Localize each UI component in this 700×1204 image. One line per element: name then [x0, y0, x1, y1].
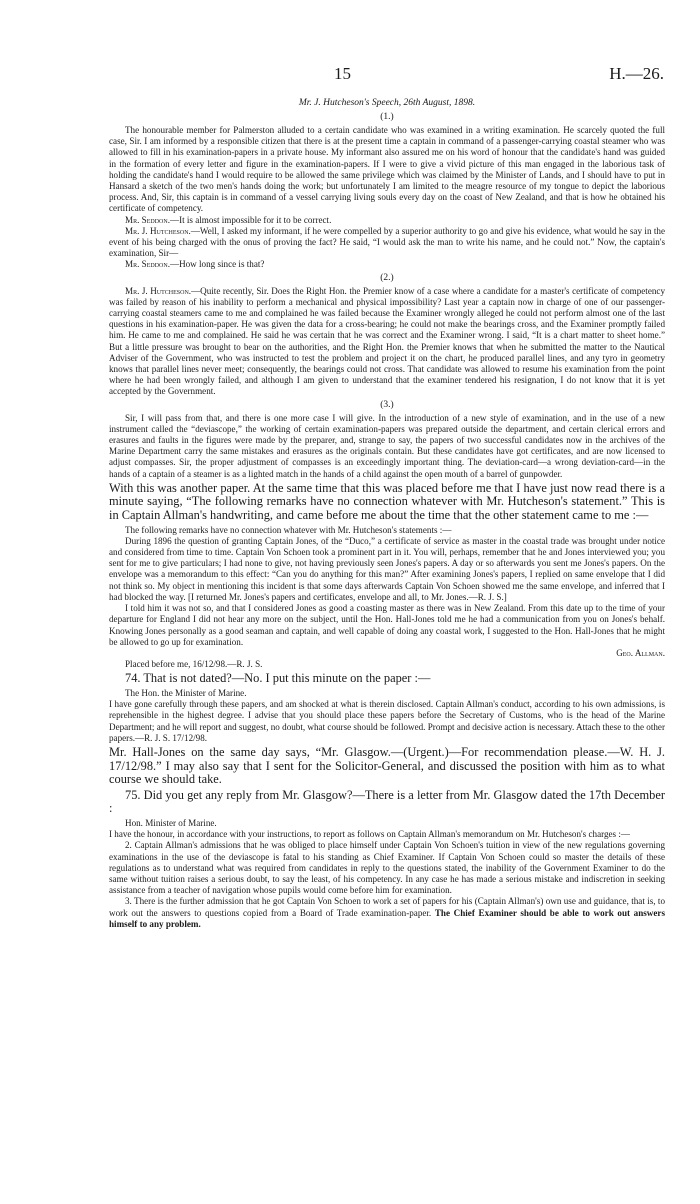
document-reference: H.—26.: [609, 64, 664, 83]
paragraph: I told him it was not so, and that I considered Jones as good a coasting master as there was in New Zealand. From this date up to the time of your departure for England I did not hear any more on the subject, until the Hon. Hall-Jones told me he had a communication from you on Jones's behalf. Knowing Jones personally as a good seaman and captain, and well capable of doing any coastal work, I suggested to the Hon. Hall-Jones that he might be allowed to go up for examination.: [109, 603, 665, 647]
speech-text: —It is almost impossible for it to be correct.: [169, 214, 332, 225]
paragraph: The honourable member for Palmerston alluded to a certain candidate who was examined in a writing examination. He scarcely quoted the full case, Sir. I am informed by a responsible citizen that there is at the present time a captain in command of a passenger-carrying coastal steamer who was allowed to fill in his examination-papers in a private house. My informant also assured me on his word of honour that the candidate's hand was guided in the formation of every letter and figure in the examination-papers. If I were to give a vivid picture of this man engaged in the laborious task of holding the candidate's hand I would require to be allowed the same privilege which was claimed by the Minister of Lands, and I should have to put in Hansard a sketch of the two men's hands doing the work; but unfortunately I am limited to the meagre resource of my tongue to depict the laborious process. And, Sir, this captain is in command of a vessel carrying living souls every day on the coast of New Zealand, and that is how he obtained his certificate of competency.: [109, 125, 665, 214]
speech-text: —How long since is that?: [169, 259, 265, 270]
speech-heading: Mr. J. Hutcheson's Speech, 26th August, 1898.: [298, 98, 476, 108]
speech-text: —Well, I asked my informant, if he were compelled by a superior authority to go and give his evidence, what would he say in the event of his being charged with the onus of proving the fact? He said, “I would ask the man to write his name, and he could not.” Now, the captain's examination, Sir—: [109, 225, 665, 259]
paragraph: The following remarks have no connection whatever with Mr. Hutcheson's statements :—: [125, 524, 452, 535]
paragraph: During 1896 the question of granting Captain Jones, of the “Duco,” a certificate of service as master in the coastal trade was brought under notice and considered from time to time. Captain Von Schoen took a prominent part in it. You will, perhaps, remember that he and Jones interviewed you; you sent for me to give particulars; I had none to give, not having previously seen Jones's papers. A day or so afterwards you sent me Jones's papers. On the envelope was a memorandum to this effect: “Can you do anything for this man?” After examining Jones's papers, I replied on same envelope that I did not think so. My object in mentioning this incident is that some days afterwards Captain Von Schoen showed me the same envelope, and inferred that I had blocked the way. [I returned Mr. Jones's papers and certificates, envelope and all, to Mr. Jones.—R. J. S.]: [109, 535, 665, 602]
dialogue-paragraph: [109, 226, 665, 260]
section-number-1: (1.): [380, 112, 394, 122]
letter-text-bold: The Chief Examiner should be able to work out answers himself to any problem.: [109, 907, 665, 929]
addressee: The Hon. the Minister of Marine.: [125, 687, 247, 698]
section-number-3: (3.): [380, 399, 394, 410]
paragraph: I have the honour, in accordance with your instructions, to report as follows on Captain Allman's memorandum on Mr. Hutcheson's charges :—: [109, 829, 630, 840]
dialogue-paragraph: [109, 286, 665, 398]
paragraph: [109, 896, 665, 930]
testimony-paragraph: Mr. Hall-Jones on the same day says, “Mr. Glasgow.—(Urgent.)—For recommendation please.—W. H. J. 17/12/98.” I may also say that I sent for the Solicitor-General, and discussed the position with him as to what course we should take.: [109, 744, 665, 787]
letter-text: 3. There is the further admission that he got Captain Von Schoen to work a set of papers for his (Captain Allman's) own use and guidance, that is, to work out the answers to questions copied from a Board of Trade examination-paper.: [109, 896, 665, 918]
page-number: 15: [334, 64, 351, 83]
section-number-2: (2.): [380, 272, 394, 283]
testimony-paragraph: With this was another paper. At the same time that this was placed before me that I have just now read there is a minute saying, “The following remarks have no connection whatever with Mr. Hutcheson's statement.” This is in Captain Allman's handwriting, and came before me about the time that the other statement came to me :—: [109, 480, 665, 523]
speaker-name: Mr. Seddon.: [125, 214, 170, 225]
document-body: [109, 98, 665, 930]
paragraph: 2. Captain Allman's admissions that he was obliged to place himself under Captain Von Schoen's tuition in view of the new regulations governing examinations in the use of the deviascope is fatal to his standing as Chief Examiner. If Captain Von Schoen could so master the details of these regulations as to understand what was required from candidates in reply to the questions stated, the inability of the Government Examiner to do the same without tuition raises a serious doubt, to say the least, of his competency. In any case he has made a serious mistake and indiscretion in seeking assistance from a teacher of navigation whose pupils would come before him for examination.: [109, 840, 665, 896]
addressee: Hon. Minister of Marine.: [125, 817, 217, 828]
speaker-name: Mr. J. Hutcheson.: [125, 285, 192, 296]
speech-text: —Quite recently, Sir. Does the Right Hon. the Premier know of a case where a candidate for a master's certificate of competency was failed by reason of his inability to perform a mechanical and physical impossibility? Last year a captain now in charge of one of our passenger-carrying coastal steamers came to me and complained he was failed because the Examiner wrongly alleged he could not perform almost one of the last questions in his examination-paper. He was given the data for a cross-bearing; he could not make the bearings cross, and the Examiner promptly failed him. He came to me and complained. He said he was certain that he was correct and the Examiner wrong. I said, “It is a chart matter to sheet home.” But a little pressure was brought to bear on the authorities, and the Right Hon. the Premier knows that when he submitted the matter to the Nautical Adviser of the Government, who was instructed to test the problem and project it on the chart, he produced parallel lines, and any tyro in geometry knows that parallel lines never meet; consequently, the bearings could not cross. That candidate was allowed to resume his examination from the point where he had been wrongly failed, and although I am given to understand that the examiner tendered his resignation, I do not know that it is yet accepted by the Government.: [109, 285, 665, 397]
dialogue-paragraph: [109, 259, 665, 270]
paragraph: I have gone carefully through these papers, and am shocked at what is therein disclosed. Captain Allman's conduct, according to his own admissions, is reprehensible in the highest degree. I advise that you should place these papers before the Secretary of Customs, who is the head of the Marine Department; and he will report and suggest, no doubt, what course should be followed. Prompt and decisive action is necessary. Attach these to the other papers.—R. J. S. 17/12/98.: [109, 699, 665, 743]
question-74: 74. That is not dated?—No. I put this minute on the paper :—: [125, 671, 431, 686]
speaker-name: Mr. Seddon.: [125, 259, 170, 270]
speaker-name: Mr. J. Hutcheson.: [125, 225, 191, 236]
paragraph: Placed before me, 16/12/98.—R. J. S.: [125, 659, 263, 670]
dialogue-paragraph: [109, 215, 665, 226]
question-75: 75. Did you get any reply from Mr. Glasgow?—There is a letter from Mr. Glasgow dated the 17th December :: [109, 787, 665, 816]
paragraph: Sir, I will pass from that, and there is one more case I will give. In the introduction of a new style of examination, and in the use of a new instrument called the “deviascope,” the working of certain examination-papers was prepared outside the department, and certain clerical errors and erasures and faults in the figures were made by the preparer, and, strange to say, the papers of two successful candidates now in the archives of the Marine Department carry the same mistakes and erasures as the originals contain. But these candidates have got certificates, and are now licensed to adjust compasses. Sir, the proper adjustment of compasses is an exceedingly important thing. The deviation-card—a wrong deviation-card—in the hands of a captain of a steamer is as a lighted match in the hands of a child against the open mouth of a barrel of gunpowder.: [109, 412, 665, 479]
signature: Geo. Allman.: [616, 647, 665, 658]
